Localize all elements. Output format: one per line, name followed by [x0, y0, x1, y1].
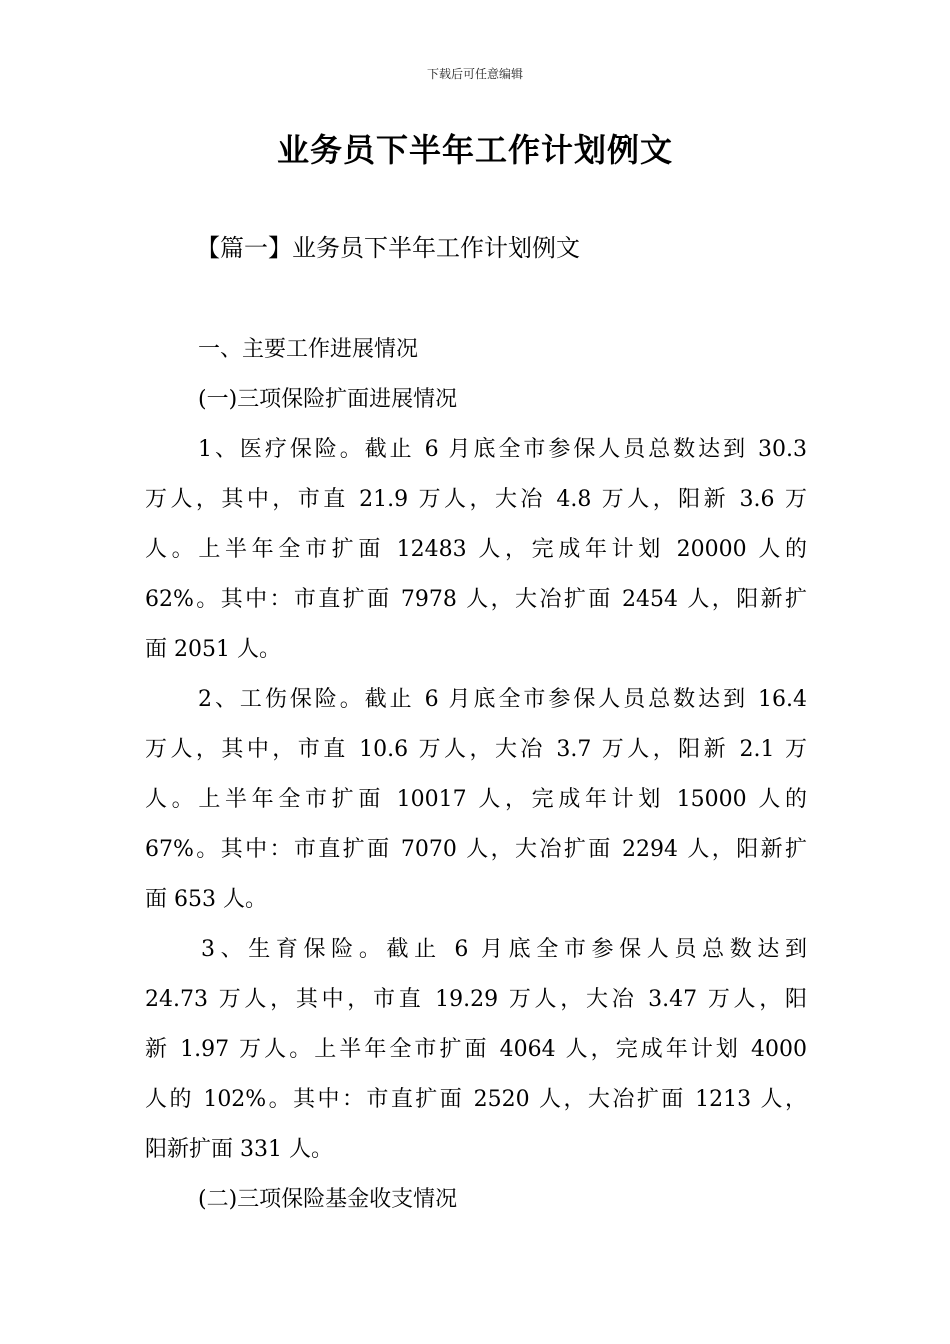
page-title: 业务员下半年工作计划例文 [276, 131, 673, 169]
heading-main-progress: 一、主要工作进展情况 [198, 337, 419, 362]
paragraph-maternity-line: 阳新扩面 331 人。 [145, 1137, 333, 1162]
paragraph-injury-line: 人。上半年全市扩面 10017 人，完成年计划 15000 人的 [145, 787, 807, 812]
paragraph-medical-line: 万人，其中，市直 21.9 万人，大冶 4.8 万人，阳新 3.6 万 [145, 487, 807, 512]
subheading-fund: (二)三项保险基金收支情况 [198, 1187, 458, 1212]
section-heading: 【篇一】业务员下半年工作计划例文 [196, 234, 580, 262]
subheading-expansion: (一)三项保险扩面进展情况 [198, 387, 458, 412]
paragraph-maternity-line: 新 1.97 万人。上半年全市扩面 4064 人，完成年计划 4000 [145, 1037, 807, 1062]
paragraph-injury-line: 面 653 人。 [145, 887, 267, 912]
paragraph-maternity-line: 人的 102%。其中：市直扩面 2520 人，大冶扩面 1213 人， [145, 1087, 807, 1112]
paragraph-injury-line: 67%。其中：市直扩面 7070 人，大冶扩面 2294 人，阳新扩 [145, 837, 807, 862]
paragraph-medical-line: 62%。其中：市直扩面 7978 人，大冶扩面 2454 人，阳新扩 [145, 587, 807, 612]
paragraph-medical-line: 面 2051 人。 [145, 637, 281, 662]
paragraph-medical-line: 1、医疗保险。截止 6 月底全市参保人员总数达到 30.3 [198, 437, 807, 462]
paragraph-maternity-line: 24.73 万人，其中，市直 19.29 万人，大冶 3.47 万人，阳 [145, 987, 807, 1012]
paragraph-injury-line: 万人，其中，市直 10.6 万人，大冶 3.7 万人，阳新 2.1 万 [145, 737, 807, 762]
paragraph-injury-line: 2、工伤保险。截止 6 月底全市参保人员总数达到 16.4 [198, 687, 807, 712]
paragraph-maternity-line: 3、生育保险。截止 6 月底全市参保人员总数达到 [201, 937, 807, 962]
header-note: 下载后可任意编辑 [426, 67, 523, 81]
paragraph-medical-line: 人。上半年全市扩面 12483 人，完成年计划 20000 人的 [145, 537, 807, 562]
body-text [145, 325, 807, 1225]
